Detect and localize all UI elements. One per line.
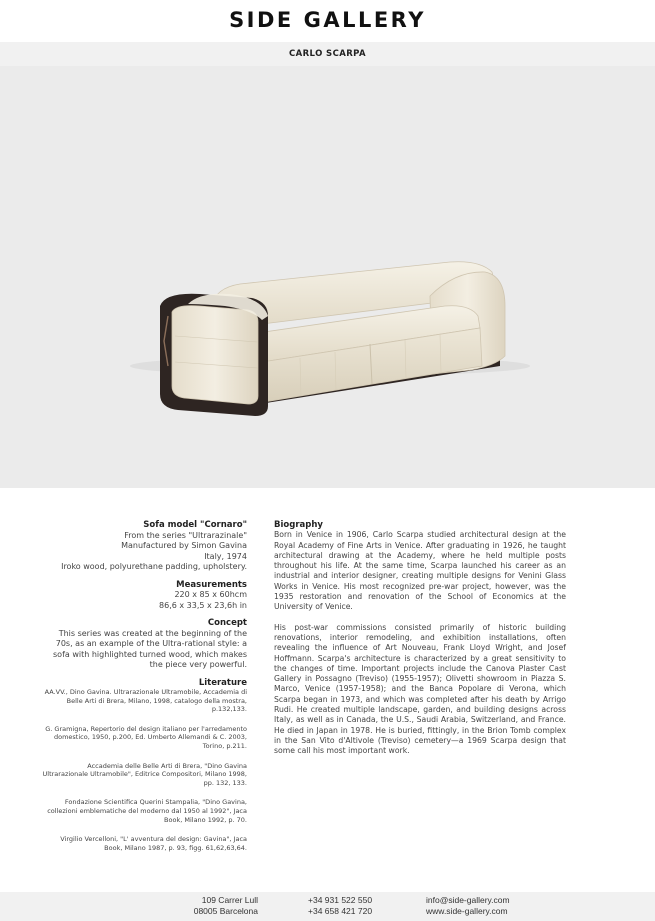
footer-address (150, 895, 258, 917)
literature-item: AA.VV., Dino Gavina. Ultrarazionale Ultramobile, Accademia di Belle Arti di Brera, Milano, 1998, catalogo della mostra, p.132,133. (44, 688, 247, 714)
product-details (40, 520, 247, 863)
footer-phones (308, 895, 408, 917)
sofa-illustration (0, 66, 655, 488)
product-manufacturer: Manufactured by Simon Gavina (121, 541, 247, 550)
email-link[interactable]: info@side-gallery.com (426, 895, 510, 905)
literature-item: Fondazione Scientifica Querini Stampalia, "Dino Gavina, collezioni emblematiche del moderno dal 1950 al 1992", Jaca Book, Milano 1992, p. 70. (47, 798, 247, 824)
biography-section (274, 520, 566, 767)
product-materials: Iroko wood, polyurethane padding, upholstery. (61, 562, 247, 571)
brand-logo: SIDE GALLERY (229, 8, 426, 32)
website-link[interactable]: www.side-gallery.com (426, 906, 508, 916)
address-line: 08005 Barcelona (193, 906, 258, 916)
footer (0, 892, 655, 921)
concept-text: This series was created at the beginning of the 70s, as an example of the Ultra-rational style: a sofa with highlighted turned wood, which makes the piece very powerful. (53, 628, 247, 669)
product-photo (0, 66, 655, 488)
biography-paragraph: Born in Venice in 1906, Carlo Scarpa studied architectural design at the Royal Academy of Fine Arts in Venice. After graduating in 1926, he taught architectural drawing at the Academy, where he held multiple posts throughout his life. At the same time, Scarpa launched his career as an industrial and interior designer, creating multiple designs for Venini Glass Works in Venice. His most recognized pre-war project, however, was the 1935 restoration and renovation of the School of Economics at the University of Venice. (274, 530, 566, 612)
concept-heading: Concept (207, 618, 247, 628)
concept-section (40, 618, 247, 671)
literature-heading: Literature (198, 677, 247, 688)
phone-number[interactable]: +34 931 522 550 (308, 895, 373, 905)
literature-section (40, 678, 247, 853)
footer-contact (426, 895, 546, 917)
measurements-in: 86,6 x 33,5 x 23,6h in (159, 600, 247, 610)
measurements-section (40, 580, 247, 612)
product-origin: Italy, 1974 (204, 551, 247, 561)
biography-paragraph: His post-war commissions consisted primarily of historic building renovations, interior remodeling, and exhibition installations, often revealing the influence of Art Nouveau, Frank Lloyd Wright, and Josef Hoffmann. Scarpa's architecture is characterized by a great sensitivity to the changes of time. Important projects include the Canova Plaster Cast Gallery in Possagno (Treviso) (1955-1957); Olivetti showroom in Piazza S. Marco, Venice (1957-1958); and the Banca Popolare di Verona, which Scarpa began in 1973, and which was completed after his death by Arrigo Rudi. He created multiple landscape, garden, and building designs across Italy, as well as in Canada, the U.S., Saudi Arabia, Switzerland, and France. He died in Japan in 1978. He is buried, fittingly, in the Brion Tomb complex in the San Vito d'Altivole (Treviso) cemetery—a 1969 Scarpa design that some call his most important work. (274, 622, 566, 756)
artist-name: CARLO SCARPA (0, 42, 655, 66)
product-series: From the series "Ultrarazinale" (124, 530, 247, 540)
address-line: 109 Carrer Lull (201, 895, 258, 905)
literature-item: Accademia delle Belle Arti di Brera, "Dino Gavina Ultrarazionale Ultramobile", Editrice Compositori, Milano 1998, pp. 132, 133. (42, 761, 247, 787)
literature-item: Virgilio Vercelloni, "L' avventura del design: Gavina", Jaca Book, Milano 1987, p. 93, figg. 61,62,63,64. (60, 835, 247, 852)
biography-heading: Biography (274, 520, 323, 530)
product-title: Sofa model "Cornaro" (143, 520, 247, 530)
literature-item: G. Gramigna, Repertorio del design italiano per l'arredamento domestico, 1950, p.200, Ed. Umberto Allemandi & C. 2003, Torino, p.211. (45, 724, 247, 750)
phone-number[interactable]: +34 658 421 720 (308, 906, 373, 916)
measurements-heading: Measurements (176, 579, 247, 590)
product-info (40, 520, 247, 573)
measurements-cm: 220 x 85 x 60hcm (174, 590, 247, 599)
